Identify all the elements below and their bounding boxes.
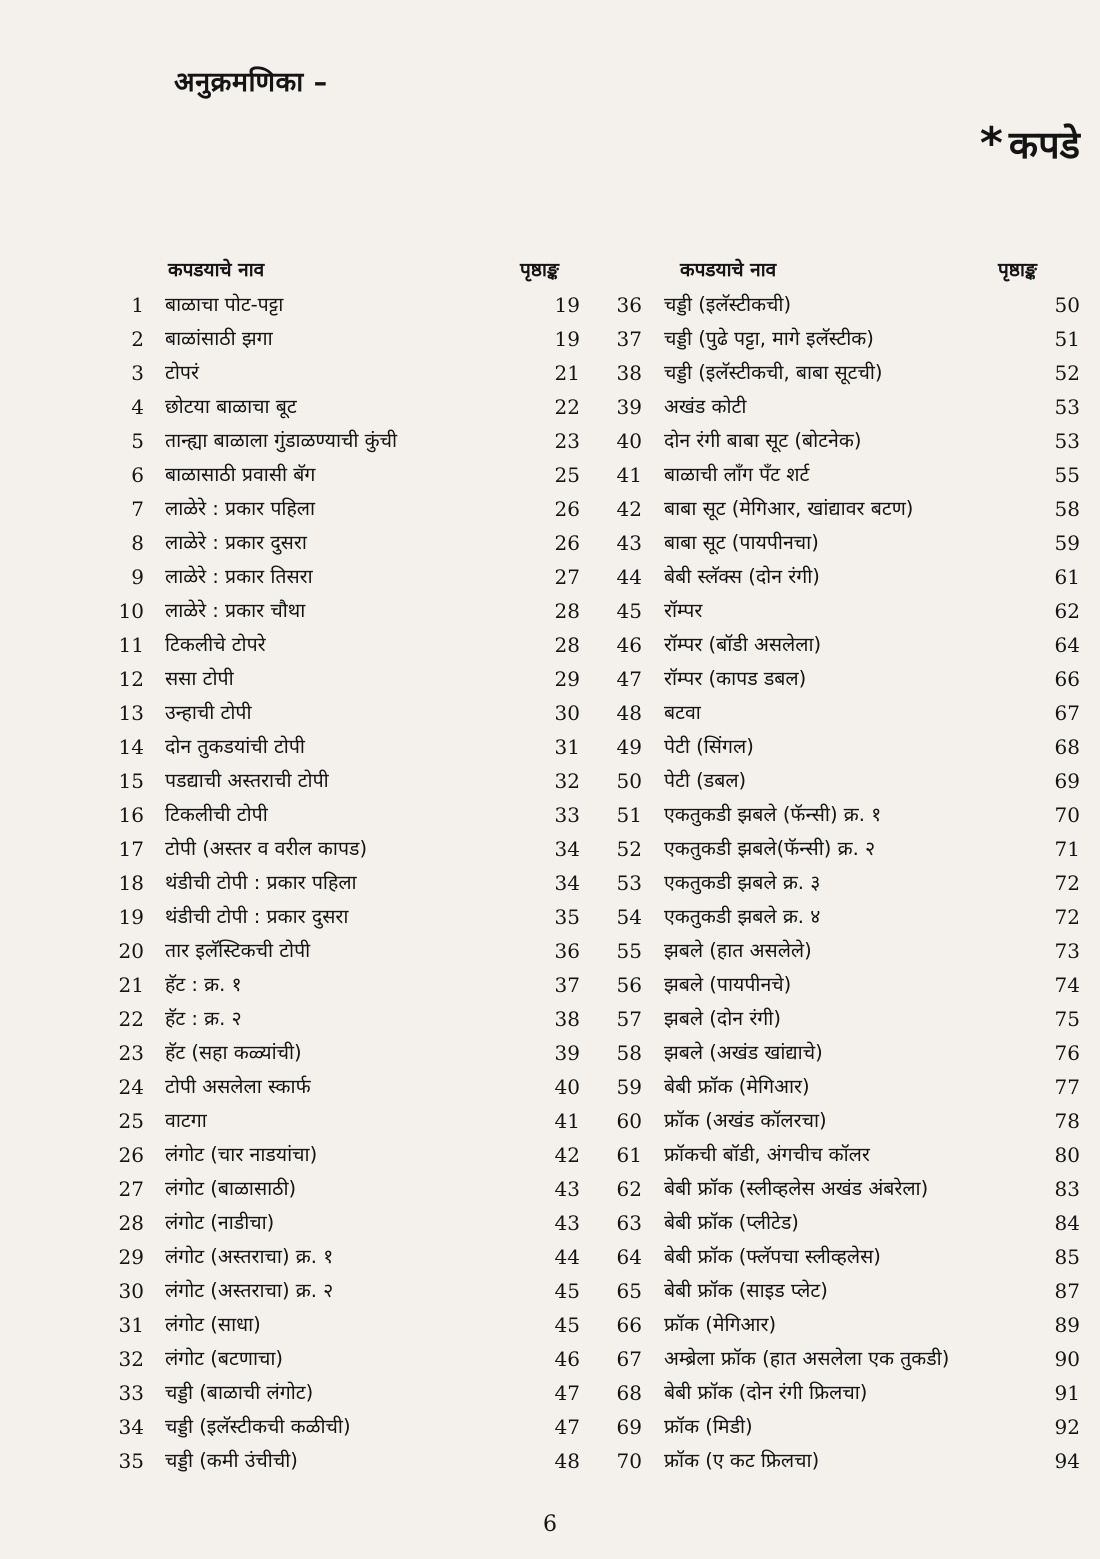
item-page-number: 84	[1054, 1211, 1080, 1235]
item-name: थंडीची टोपी : प्रकार पहिला	[165, 871, 357, 894]
index-row	[100, 1172, 590, 1206]
item-page-number: 91	[1054, 1381, 1080, 1405]
item-name: अखंड कोटी	[664, 395, 747, 418]
item-page-number: 50	[1054, 293, 1080, 317]
item-number: 54	[616, 905, 642, 929]
item-name: फ्रॉक (मिडी)	[664, 1415, 753, 1438]
item-number: 28	[118, 1211, 144, 1235]
item-page-number: 48	[554, 1449, 580, 1473]
item-number: 13	[118, 701, 144, 725]
index-row	[100, 832, 590, 866]
item-page-number: 22	[554, 395, 580, 419]
item-name: बाळांसाठी झगा	[165, 327, 273, 350]
item-number: 3	[131, 361, 144, 385]
index-row	[598, 1274, 1088, 1308]
item-number: 61	[616, 1143, 642, 1167]
index-row	[598, 1172, 1088, 1206]
index-row	[100, 696, 590, 730]
index-row	[598, 1002, 1088, 1036]
index-row	[100, 968, 590, 1002]
item-number: 60	[616, 1109, 642, 1133]
item-number: 23	[118, 1041, 144, 1065]
item-number: 9	[131, 565, 144, 589]
index-row	[598, 322, 1088, 356]
star-icon: *	[979, 118, 1003, 169]
item-name: अम्ब्रेला फ्रॉक (हात असलेला एक तुकडी)	[664, 1347, 950, 1370]
item-number: 32	[118, 1347, 144, 1371]
item-name: एकतुकडी झबले (फॅन्सी) क्र. १	[664, 803, 882, 826]
index-row	[598, 934, 1088, 968]
item-number: 4	[131, 395, 144, 419]
right-index-list	[598, 288, 1088, 1478]
item-number: 53	[616, 871, 642, 895]
item-name: एकतुकडी झबले क्र. ४	[664, 905, 821, 928]
index-row	[598, 288, 1088, 322]
index-row	[598, 866, 1088, 900]
item-number: 33	[118, 1381, 144, 1405]
item-page-number: 44	[554, 1245, 580, 1269]
index-row	[100, 1342, 590, 1376]
item-name: थंडीची टोपी : प्रकार दुसरा	[165, 905, 349, 928]
item-name: झबले (हात असलेले)	[664, 939, 812, 962]
item-name: लंगोट (बाळासाठी)	[165, 1177, 297, 1200]
item-number: 47	[616, 667, 642, 691]
item-number: 46	[616, 633, 642, 657]
item-page-number: 52	[1054, 361, 1080, 385]
item-name: बाळाचा पोट-पट्टा	[165, 293, 284, 316]
item-page-number: 47	[554, 1415, 580, 1439]
index-row	[100, 1036, 590, 1070]
item-name: लाळेरे : प्रकार दुसरा	[165, 531, 307, 554]
index-row	[598, 696, 1088, 730]
index-row	[598, 390, 1088, 424]
item-number: 29	[118, 1245, 144, 1269]
item-page-number: 43	[554, 1177, 580, 1201]
item-number: 69	[616, 1415, 642, 1439]
index-row	[100, 322, 590, 356]
item-number: 24	[118, 1075, 144, 1099]
item-number: 68	[616, 1381, 642, 1405]
item-page-number: 72	[1054, 871, 1080, 895]
item-page-number: 21	[554, 361, 580, 385]
item-name: चड्डी (पुढे पट्टा, मागे इलॅस्टीक)	[664, 327, 874, 350]
item-name: पेटी (डबल)	[664, 769, 747, 792]
item-name: चड्डी (इलॅस्टीकची, बाबा सूटची)	[664, 361, 883, 384]
index-row	[598, 1376, 1088, 1410]
index-row	[598, 662, 1088, 696]
item-number: 64	[616, 1245, 642, 1269]
item-number: 15	[118, 769, 144, 793]
item-page-number: 45	[554, 1313, 580, 1337]
item-number: 65	[616, 1279, 642, 1303]
index-row	[598, 1138, 1088, 1172]
item-number: 48	[616, 701, 642, 725]
index-row	[100, 1444, 590, 1478]
index-row	[100, 560, 590, 594]
index-row	[598, 1342, 1088, 1376]
item-page-number: 70	[1054, 803, 1080, 827]
item-number: 35	[118, 1449, 144, 1473]
index-row	[100, 424, 590, 458]
index-row	[100, 356, 590, 390]
left-name-header: कपडयाचे नाव	[168, 259, 265, 281]
index-row	[598, 458, 1088, 492]
item-page-number: 78	[1054, 1109, 1080, 1133]
item-number: 56	[616, 973, 642, 997]
index-row	[100, 730, 590, 764]
index-row	[100, 1240, 590, 1274]
item-number: 31	[118, 1313, 144, 1337]
item-number: 49	[616, 735, 642, 759]
item-page-number: 53	[1054, 395, 1080, 419]
item-number: 38	[616, 361, 642, 385]
item-number: 5	[131, 429, 144, 453]
item-name: लाळेरे : प्रकार तिसरा	[165, 565, 313, 588]
item-name: पेटी (सिंगल)	[664, 735, 754, 758]
item-page-number: 31	[554, 735, 580, 759]
item-number: 19	[118, 905, 144, 929]
item-page-number: 32	[554, 769, 580, 793]
item-name: टोपी (अस्तर व वरील कापड)	[165, 837, 368, 860]
item-name: लाळेरे : प्रकार पहिला	[165, 497, 316, 520]
index-row	[598, 628, 1088, 662]
index-row	[598, 526, 1088, 560]
item-name: छोटया बाळाचा बूट	[165, 395, 297, 418]
item-name: बेबी फ्रॉक (स्लीव्हलेस अखंड अंबरेला)	[664, 1177, 929, 1200]
item-number: 8	[131, 531, 144, 555]
item-name: बाबा सूट (मेगिआर, खांद्यावर बटण)	[664, 497, 914, 520]
item-page-number: 66	[1054, 667, 1080, 691]
item-number: 21	[118, 973, 144, 997]
item-page-number: 69	[1054, 769, 1080, 793]
item-number: 22	[118, 1007, 144, 1031]
page-heading: अनुक्रमणिका –	[174, 67, 328, 98]
item-number: 30	[118, 1279, 144, 1303]
item-number: 51	[616, 803, 642, 827]
item-name: ससा टोपी	[165, 667, 234, 690]
index-row	[100, 900, 590, 934]
item-page-number: 28	[554, 633, 580, 657]
index-row	[100, 492, 590, 526]
item-name: तान्ह्या बाळाला गुंडाळण्याची कुंची	[165, 429, 398, 452]
item-page-number: 19	[554, 327, 580, 351]
item-name: झबले (अखंड खांद्याचे)	[664, 1041, 823, 1064]
item-page-number: 75	[1054, 1007, 1080, 1031]
item-page-number: 47	[554, 1381, 580, 1405]
item-page-number: 59	[1054, 531, 1080, 555]
item-name: बेबी फ्रॉक (दोन रंगी फ्रिलचा)	[664, 1381, 868, 1404]
item-number: 42	[616, 497, 642, 521]
index-row	[598, 968, 1088, 1002]
right-page-header: पृष्ठाङ्क	[998, 259, 1037, 281]
item-page-number: 34	[554, 871, 580, 895]
index-row	[100, 1104, 590, 1138]
item-page-number: 51	[1054, 327, 1080, 351]
index-row	[100, 1070, 590, 1104]
item-name: बाळासाठी प्रवासी बॅग	[165, 463, 316, 486]
index-row	[100, 1376, 590, 1410]
item-number: 50	[616, 769, 642, 793]
index-row	[100, 798, 590, 832]
index-row	[100, 458, 590, 492]
item-page-number: 34	[554, 837, 580, 861]
item-number: 44	[616, 565, 642, 589]
section-title	[980, 118, 1080, 170]
item-number: 45	[616, 599, 642, 623]
item-number: 12	[118, 667, 144, 691]
item-page-number: 26	[554, 531, 580, 555]
item-page-number: 25	[554, 463, 580, 487]
item-name: फ्रॉक (मेगिआर)	[664, 1313, 777, 1336]
item-name: लंगोट (बटणाचा)	[165, 1347, 284, 1370]
index-row	[100, 1138, 590, 1172]
section-title-text: कपडे	[1008, 123, 1080, 167]
item-name: रॉम्पर (कापड डबल)	[664, 667, 807, 690]
item-page-number: 41	[554, 1109, 580, 1133]
item-page-number: 62	[1054, 599, 1080, 623]
item-number: 55	[616, 939, 642, 963]
item-page-number: 92	[1054, 1415, 1080, 1439]
item-name: लाळेरे : प्रकार चौथा	[165, 599, 306, 622]
item-page-number: 28	[554, 599, 580, 623]
index-row	[598, 1070, 1088, 1104]
item-page-number: 94	[1054, 1449, 1080, 1473]
item-number: 2	[131, 327, 144, 351]
item-page-number: 58	[1054, 497, 1080, 521]
item-name: फ्रॉक (अखंड कॉलरचा)	[664, 1109, 827, 1132]
column-headers	[0, 256, 1100, 286]
item-page-number: 35	[554, 905, 580, 929]
index-row	[598, 730, 1088, 764]
item-name: दोन तुकडयांची टोपी	[165, 735, 305, 758]
index-row	[100, 526, 590, 560]
item-name: चड्डी (बाळाची लंगोट)	[165, 1381, 314, 1404]
item-page-number: 76	[1054, 1041, 1080, 1065]
item-number: 14	[118, 735, 144, 759]
index-row	[598, 1206, 1088, 1240]
item-page-number: 29	[554, 667, 580, 691]
item-name: बेबी फ्रॉक (फ्लॅपचा स्लीव्हलेस)	[664, 1245, 881, 1268]
index-row	[100, 1308, 590, 1342]
index-row	[598, 1308, 1088, 1342]
item-name: बेबी फ्रॉक (साइड प्लेट)	[664, 1279, 828, 1302]
item-page-number: 89	[1054, 1313, 1080, 1337]
item-page-number: 73	[1054, 939, 1080, 963]
item-name: रॉम्पर	[664, 599, 703, 622]
item-name: झबले (पायपीनचे)	[664, 973, 792, 996]
index-row	[598, 560, 1088, 594]
item-page-number: 80	[1054, 1143, 1080, 1167]
item-page-number: 38	[554, 1007, 580, 1031]
item-name: वाटगा	[165, 1109, 207, 1132]
index-row	[598, 764, 1088, 798]
item-number: 20	[118, 939, 144, 963]
item-number: 36	[616, 293, 642, 317]
item-page-number: 61	[1054, 565, 1080, 589]
left-index-list	[100, 288, 590, 1478]
item-number: 17	[118, 837, 144, 861]
item-page-number: 74	[1054, 973, 1080, 997]
item-page-number: 83	[1054, 1177, 1080, 1201]
item-page-number: 42	[554, 1143, 580, 1167]
index-row	[100, 288, 590, 322]
item-page-number: 30	[554, 701, 580, 725]
item-number: 11	[118, 633, 144, 657]
item-name: हॅट (सहा कळ्यांची)	[165, 1041, 302, 1064]
item-page-number: 26	[554, 497, 580, 521]
item-name: पडद्याची अस्तराची टोपी	[165, 769, 329, 792]
item-number: 58	[616, 1041, 642, 1065]
item-page-number: 45	[554, 1279, 580, 1303]
item-page-number: 46	[554, 1347, 580, 1371]
index-row	[598, 594, 1088, 628]
item-name: टिकलीचे टोपरे	[165, 633, 266, 656]
item-name: बाळाची लाँग पॅंट शर्ट	[664, 463, 810, 486]
item-name: बटवा	[664, 701, 701, 724]
item-number: 43	[616, 531, 642, 555]
item-number: 62	[616, 1177, 642, 1201]
item-page-number: 27	[554, 565, 580, 589]
item-page-number: 33	[554, 803, 580, 827]
page-number: 6	[543, 1512, 557, 1537]
item-number: 37	[616, 327, 642, 351]
item-name: लंगोट (नाडीचा)	[165, 1211, 275, 1234]
item-number: 39	[616, 395, 642, 419]
item-name: झबले (दोन रंगी)	[664, 1007, 781, 1030]
item-name: चड्डी (कमी उंचीची)	[165, 1449, 298, 1472]
item-page-number: 64	[1054, 633, 1080, 657]
index-row	[598, 1444, 1088, 1478]
index-row	[100, 594, 590, 628]
item-page-number: 53	[1054, 429, 1080, 453]
item-page-number: 90	[1054, 1347, 1080, 1371]
index-row	[100, 1002, 590, 1036]
item-name: लंगोट (अस्तराचा) क्र. १	[165, 1245, 334, 1268]
index-row	[598, 492, 1088, 526]
item-name: टोपरं	[165, 361, 199, 384]
item-page-number: 67	[1054, 701, 1080, 725]
item-name: हॅट : क्र. २	[165, 1007, 242, 1030]
item-number: 27	[118, 1177, 144, 1201]
item-name: चड्डी (इलॅस्टीकची कळीची)	[165, 1415, 351, 1438]
item-name: लंगोट (अस्तराचा) क्र. २	[165, 1279, 334, 1302]
item-number: 16	[118, 803, 144, 827]
item-name: दोन रंगी बाबा सूट (बोटनेक)	[664, 429, 862, 452]
item-number: 25	[118, 1109, 144, 1133]
item-number: 70	[616, 1449, 642, 1473]
index-row	[598, 1240, 1088, 1274]
index-row	[598, 900, 1088, 934]
item-number: 41	[616, 463, 642, 487]
item-number: 67	[616, 1347, 642, 1371]
item-name: फ्रॉक (ए कट फ्रिलचा)	[664, 1449, 820, 1472]
right-name-header: कपडयाचे नाव	[680, 259, 777, 281]
item-page-number: 68	[1054, 735, 1080, 759]
left-page-header: पृष्ठाङ्क	[520, 259, 559, 281]
item-page-number: 85	[1054, 1245, 1080, 1269]
item-name: टोपी असलेला स्कार्फ	[165, 1075, 311, 1098]
item-name: बाबा सूट (पायपीनचा)	[664, 531, 819, 554]
item-name: फ्रॉकची बॉडी, अंगचीच कॉलर	[664, 1143, 870, 1166]
item-page-number: 72	[1054, 905, 1080, 929]
index-row	[100, 662, 590, 696]
item-page-number: 19	[554, 293, 580, 317]
index-row	[100, 866, 590, 900]
item-name: लंगोट (चार नाडयांचा)	[165, 1143, 318, 1166]
item-number: 18	[118, 871, 144, 895]
index-row	[100, 1206, 590, 1240]
item-name: चड्डी (इलॅस्टीकची)	[664, 293, 792, 316]
index-row	[598, 356, 1088, 390]
item-page-number: 87	[1054, 1279, 1080, 1303]
item-page-number: 23	[554, 429, 580, 453]
index-row	[100, 764, 590, 798]
item-number: 34	[118, 1415, 144, 1439]
item-name: लंगोट (साधा)	[165, 1313, 261, 1336]
item-page-number: 43	[554, 1211, 580, 1235]
item-name: एकतुकडी झबले क्र. ३	[664, 871, 821, 894]
item-name: तार इलॅस्टिकची टोपी	[165, 939, 311, 962]
item-name: हॅट : क्र. १	[165, 973, 242, 996]
item-page-number: 71	[1054, 837, 1080, 861]
item-number: 57	[616, 1007, 642, 1031]
item-number: 10	[118, 599, 144, 623]
index-row	[598, 832, 1088, 866]
item-name: रॉम्पर (बॉडी असलेला)	[664, 633, 822, 656]
index-row	[100, 934, 590, 968]
item-number: 40	[616, 429, 642, 453]
index-row	[598, 1036, 1088, 1070]
index-row	[100, 390, 590, 424]
index-row	[598, 1104, 1088, 1138]
index-row	[598, 424, 1088, 458]
item-number: 52	[616, 837, 642, 861]
item-name: उन्हाची टोपी	[165, 701, 252, 724]
index-row	[598, 798, 1088, 832]
item-name: बेबी फ्रॉक (मेगिआर)	[664, 1075, 810, 1098]
item-number: 6	[131, 463, 144, 487]
index-row	[598, 1410, 1088, 1444]
item-number: 26	[118, 1143, 144, 1167]
item-name: बेबी फ्रॉक (प्लीटेड)	[664, 1211, 799, 1234]
item-number: 66	[616, 1313, 642, 1337]
item-page-number: 37	[554, 973, 580, 997]
item-number: 63	[616, 1211, 642, 1235]
item-number: 59	[616, 1075, 642, 1099]
item-page-number: 55	[1054, 463, 1080, 487]
item-page-number: 40	[554, 1075, 580, 1099]
item-page-number: 36	[554, 939, 580, 963]
index-row	[100, 1274, 590, 1308]
item-page-number: 77	[1054, 1075, 1080, 1099]
index-row	[100, 628, 590, 662]
item-name: एकतुकडी झबले(फॅन्सी) क्र. २	[664, 837, 876, 860]
item-name: बेबी स्लॅक्स (दोन रंगी)	[664, 565, 820, 588]
item-number: 7	[131, 497, 144, 521]
item-page-number: 39	[554, 1041, 580, 1065]
item-number: 1	[131, 293, 144, 317]
item-name: टिकलीची टोपी	[165, 803, 268, 826]
index-row	[100, 1410, 590, 1444]
